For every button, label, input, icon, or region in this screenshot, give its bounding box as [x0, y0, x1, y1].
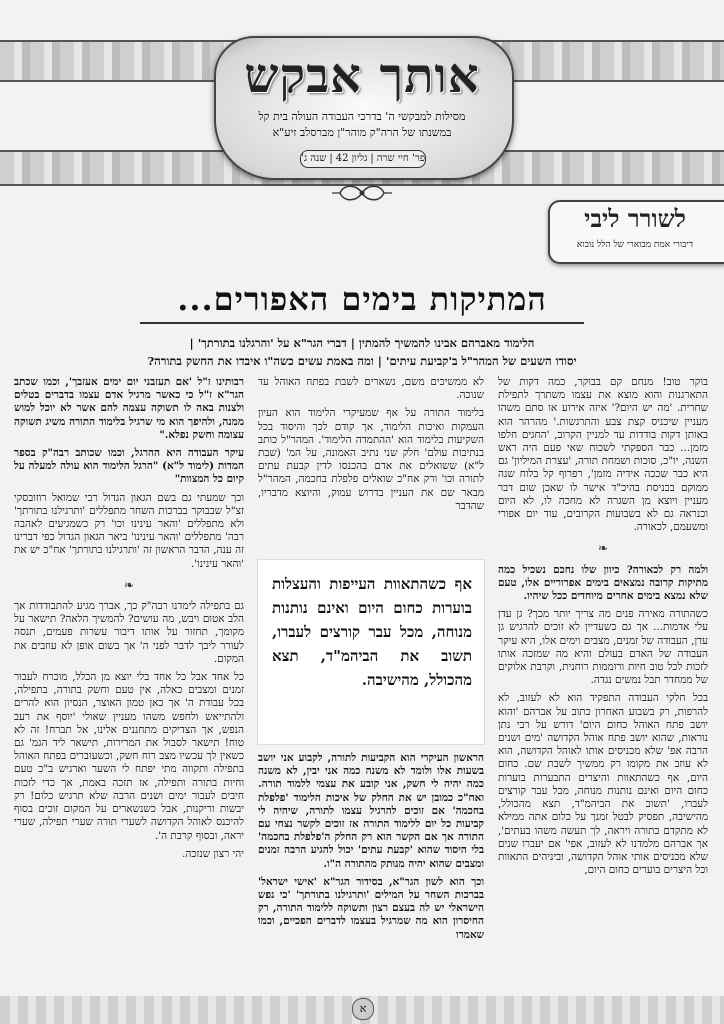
paragraph: גם בתפילה לימדנו רבה"ק כך, אברך מגיע להתבודדות אך הלב אטום ויבש, מה עושים? להמשיך הלאה? תישאר על מקומך, תחזור על אותו דיבור עשרות פעמים, תנסה לעורר ליבך לדבר לפני ה' אך בשום אופן לא עוזבים את המקום. — [14, 600, 244, 665]
ornament-icon — [330, 182, 394, 204]
article-title: המתיקות בימים האפורים... — [177, 280, 547, 318]
masthead-title: אותך אבקש — [244, 48, 480, 104]
issue-number: גליון 42 — [335, 153, 368, 164]
issue-separator: | — [370, 153, 374, 164]
text-column-left — [14, 376, 244, 866]
page-number: א — [352, 998, 374, 1020]
issue-parasha: פר' חיי שרה — [376, 153, 425, 164]
paragraph-bold: ולמה רק לכאורה? כיוון שלו נחכם נשכיל כמה מתיקות קרובה נמצאים בימים אפרוריים אלו, טעם שלא נמצא בימים אחרים מיוחדים ככל שיהיו. — [498, 563, 708, 603]
article-subtitle-line: יסודו השעים של המהר"ל ב'קביעת עיתים' | ומה באמת עשים כשה"ו איבדו את החשק בתורה? — [147, 354, 577, 368]
paragraph: כשהתורה מאירה פנים מה צריך יותר מכך? גן עדן עלי אדמות... אך גם כשעדיין לא זוכים להרגיש גן עדן, העבודה של זמנים, מצבים וימים אלו, היא עיקר העבודה של האדם בעולם והיא מה שמזכה אותו לזכות לכל טוב חיות ורוממות רוחנית, וקרבת אלוקים של ממחדר תבל נמשים נגדה. — [498, 608, 708, 687]
column-badge-subtitle: דיבורי אמת מבוארי של הלל נובוא — [576, 240, 694, 250]
masthead-subtitle-2: במשנתו של הרה"ק מוהר"ן מברסלב זיע"א — [272, 126, 452, 139]
text-column-middle — [258, 376, 484, 518]
paragraph: בלימוד התורה על אף שמעיקרי הלימוד הוא העיון העמקות ואיכות הלימוד, אך קודם לכך והיסוד בכל השקיעות בלימוד הוא 'ההתמדה הלימוד'. המהר"ל כותב בנתיבות עולם' חלק שני נתיב האמונה, על המ' (שבת ל"א) ששואלים את אדם בהכנסו לדין קבעת עתים לתורה וכו' ורק אח"כ שואלים פלפלת בחכמה, המהר"ל מבאר שם את העניין בדרוש עמוק, והיוצא מדבריו, שהדבר — [258, 407, 484, 512]
paragraph-bold: עיקר העבודה היא ההרגל, וכמו שכותב רבה"ק בספר המדות (לימוד ל"א) "הרגל הלימוד הוא עולה למעלה על קיום כל המצוות" — [14, 447, 244, 486]
article-subtitle — [120, 334, 604, 370]
paragraph: וכך שמעתי גם בשם הגאון הגדול רבי שמואל רוזובסקי זצ"ל שבבוקר בברכות השחר מתפללים 'ותרגילנו בתורתך' ולא מתפללים 'והאר עינינו וכו' רק כשמגיעים לאהבה רבה' מתפללים 'והאר עינינו' ביאר הגאון הגדול כפי דברינו זה ענה, הדבר הראשון זה 'ותרגילנו בתורתך' אח"כ יש את 'והאר עינינו'. — [14, 491, 244, 570]
text-column-right — [498, 376, 708, 882]
pull-quote: אף כשהתאוות העייפות והעצלות בוערות כחום היום ואינם נותנות מנוחה, מכל עבר קורצים לעברו, תשוב את הביהמ"ד, תצא מהכולל, מהישיבה. — [272, 575, 472, 689]
masthead-subtitle-1: מסילות למבקשי ה' בדרכי העבודה העולה בית קל — [258, 110, 466, 123]
article-subtitle-line: הלימוד מאברהם אבינו להמשיך להמתין | דברי הגר"א על 'והרגלנו בתורתך' | — [189, 336, 535, 350]
title-underline — [140, 322, 584, 324]
paragraph-bold: וכך הוא לשון הגר"א, בסידור הגר"א 'אישי ישראל' בברכות השחר על המילים 'ותרגילנו בתורתך' 'כי נפש הישראלי יש לה בעצם רצון ותשוקה ללימוד התורה, רק החיסרון הוא מה שמרגיל בעצמו לדברים הפכיים, וכמו שאמרו — [258, 875, 484, 941]
divider-ornament-icon: ❧ — [123, 577, 135, 592]
paragraph: בכל חלקי העבודה התפקיד הוא לא לעזוב, לא להרפות, רק בשבוע האחרון כתוב על אברהם 'והוא יושב פתח האוהל כחום היום' דורש על רבי נתן נוראות, שהוא יושב פתח אוהל הקדושה 'מים ושנים הרבה אפ' שלא מכניסים אותו לאוהל הקדושה, הוא לא עוזב את מקומו רק ממשיך לשבת שם. כחום היום, אף כשהתאוות והיצרים התבערות בוערות כחום היום ואינם נותנות מנוחה, מכל עבר קורצים לעברו, 'תשוב את הביהמ"ד, תצא מהכולל, מהישיבה, תפסיק לבטל זמנך על כלום אתה ממילא לא מתקדם בתורה ויראה, לך תעשה משהו בעתים', אך אברהם מלמדנו לא לעזוב, אפי' אם יעברו שנים שלא מכניסים אותי אוהל הקדושה, וביניהים התאוות וכל היצרים בוערים כחום היום, — [498, 692, 708, 877]
paragraph-bold: הראשון העיקרי הוא הקביעות לתורה, לקבוע אני יושב בשעות אלו ולומד לא משנה כמה אני יבין, לא משנה כמה יהיה לי חשק, אני קובע את עצמי ללמוד תורה. ואח"כ כמובן יש את החלק של איכות הלימוד 'פלפלת בחכמה' אם זוכים להרגיל עצמו לתורה, שיהיה לי קביעות כל יום ללימוד התורה אז זוכים לקשר נצחי עם התורה אך אם הקשר הוא רק החלק ה'פלפלת בחכמה' בלי היסוד שהוא 'קבעת עתים' יכול להגיע הרבה זמנים ומצבים שהוא יהיה מנותק מהתורה ה"ו. — [258, 752, 484, 870]
column-badge-title: לשורר ליבי — [584, 204, 686, 233]
issue-info-strip — [300, 150, 426, 168]
paragraph: לא ממשיכים משם, נשארים לשבת בפתח האוהל עד שנוכה. — [258, 376, 484, 402]
paragraph: יהי רצון שנזכה. — [182, 847, 244, 860]
paragraph: בוקר טוב! מנחם קם בבוקר, כמה דקות של התארגנות והוא מוצא את עצמו משתרך לתפילת שחרית. 'מה יש היום?' איזה אירוע או סתם משהו מעניין שיכניס קצת צבע והתרגשות.' מהרהר הוא באותן דקות בודדות עד למניין הקרוב, 'החגים חלפו מזמן... כבר הספקתי לשכוח שאי פעם היה ראש השנה, יו"כ, סוכות ושמחת תורה, 'עצרת המיליון' גם היא כבר שככה אידיה מזמן', רפרוף קל בלוח שנה ממוקם בכניסת בהיכ"ד אישר לו שאכן שום דבר מעניין ויוצא מן השגרה לא מחכה לו, לא היום וכנראה גם לא בשבועות הקרובים, עוד יום אפורי ומשעמם, לכאורה. — [498, 376, 708, 534]
paragraph: כל אחד אבל כל אחד בלי יוצא מן הכלל, מוכרח לעבור זמנים ומצבים כאלה, אין טעם וחשק בתורה, בתפילה, בכל עבודת ה' אך כאן טמון האוצר, הנסיון הוא להרים ולהתייאש ולחפש משהו מעניין שאולי 'יוסף את רעב הנפש, אך הצדיקים מתחננים אלינו, אל תברח! זה לא טוח! תישאר לסבול את המרירות, תישאר ליד הגמ' גם כשאין לך עכשיו מצב רוח חשק, וכשעוברים בפתח האוהל בתפילה ותקווה מתי יפתח לי השער וארגיש ב"כ טעם וחיות בתורה ותפילה, אז תזכה באמת, אך כדי לזכות חיבים לעבור ימים ושנים הרבה שלא תרגיש כלום! רק יבשות וריקנות, אבל כשנשארים על המקום זוכים בסוף להיכנס לאוהל הקדושה לשערי תורה שערי תפילה, שערי יראה, ובסוף קרבת ה'. — [14, 671, 244, 842]
text-column-middle-lower — [258, 752, 484, 947]
paragraph-bold: רבותינו ז"ל 'אם תעזבני יום ימים אעזבך', וכמו שכתב הגר"א ז"ל כי כאשר מרגיל אדם עצמו בדברים בטלים ולצנות באה לו תשוקה עצמה להם אשר לא יוכל למוש ממנה, ולהיפך הוא מי שרגיל בלימוד התורה משיג תשוקה עצומה וחשק נפלא." — [14, 376, 244, 441]
divider-ornament-icon: ❧ — [597, 541, 609, 556]
issue-year: שנה ג' — [301, 153, 327, 164]
issue-separator: | — [329, 153, 333, 164]
